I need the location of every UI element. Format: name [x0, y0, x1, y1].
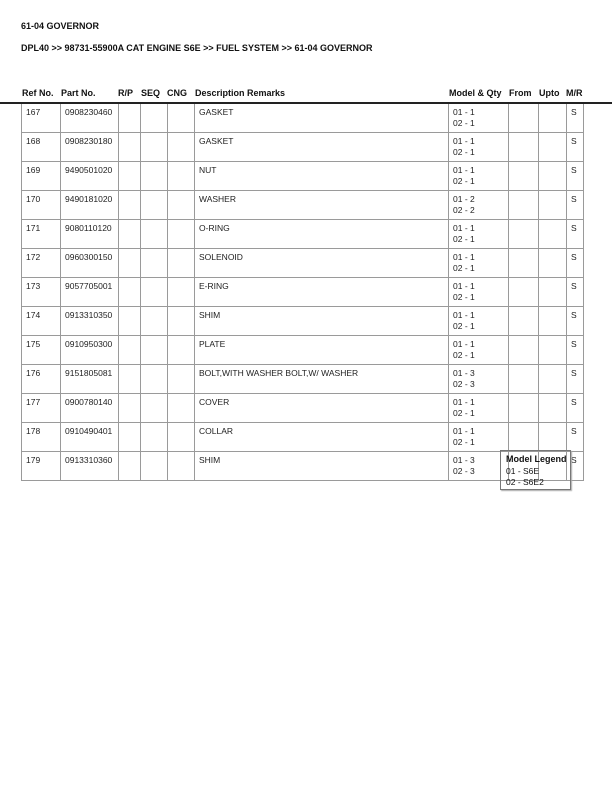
- rp-cell: [119, 191, 141, 220]
- model-qty-cell: [449, 336, 509, 365]
- part-no-cell: 0908230180: [61, 133, 119, 162]
- cng-cell: [168, 452, 195, 481]
- ref-no-cell: 170: [22, 191, 61, 220]
- model-qty-line: 02 - 2: [453, 205, 475, 215]
- cng-cell: [168, 365, 195, 394]
- ref-no-cell: 168: [22, 133, 61, 162]
- part-no-cell: 9490501020: [61, 162, 119, 191]
- cng-cell: [168, 220, 195, 249]
- model-qty-cell: [449, 249, 509, 278]
- table-row: [22, 394, 584, 423]
- mr-cell: S: [567, 220, 584, 249]
- part-no-cell: 0910950300: [61, 336, 119, 365]
- table-row: [22, 249, 584, 278]
- model-qty-line: 02 - 1: [453, 263, 475, 273]
- description-cell: BOLT,WITH WASHER BOLT,W/ WASHER: [195, 365, 449, 394]
- parts-table: [21, 104, 584, 481]
- from-cell: [509, 104, 539, 133]
- upto-cell: [539, 220, 567, 249]
- part-no-cell: 0913310360: [61, 452, 119, 481]
- from-cell: [509, 191, 539, 220]
- cng-cell: [168, 104, 195, 133]
- mr-cell: S: [567, 452, 584, 481]
- rp-cell: [119, 278, 141, 307]
- header-mr: M/R: [566, 88, 583, 98]
- table-row: [22, 307, 584, 336]
- mr-cell: S: [567, 104, 584, 133]
- model-qty-line: 02 - 1: [453, 176, 475, 186]
- table-row: [22, 133, 584, 162]
- model-qty-line: 01 - 3: [453, 455, 475, 465]
- seq-cell: [141, 307, 168, 336]
- description-cell: SHIM: [195, 307, 449, 336]
- description-cell: NUT: [195, 162, 449, 191]
- mr-cell: S: [567, 365, 584, 394]
- model-qty-cell: [449, 307, 509, 336]
- cng-cell: [168, 307, 195, 336]
- rp-cell: [119, 133, 141, 162]
- ref-no-cell: 167: [22, 104, 61, 133]
- description-cell: COLLAR: [195, 423, 449, 452]
- model-qty-line: 02 - 1: [453, 147, 475, 157]
- part-no-cell: 0908230460: [61, 104, 119, 133]
- upto-cell: [539, 307, 567, 336]
- model-qty-line: 01 - 1: [453, 136, 475, 146]
- from-cell: [509, 336, 539, 365]
- table-row: [22, 336, 584, 365]
- upto-cell: [539, 104, 567, 133]
- seq-cell: [141, 452, 168, 481]
- seq-cell: [141, 394, 168, 423]
- upto-cell: [539, 394, 567, 423]
- upto-cell: [539, 191, 567, 220]
- model-qty-cell: [449, 278, 509, 307]
- table-row: [22, 220, 584, 249]
- model-qty-line: 02 - 1: [453, 234, 475, 244]
- rp-cell: [119, 220, 141, 249]
- mr-cell: S: [567, 423, 584, 452]
- model-qty-cell: [449, 365, 509, 394]
- header-upto: Upto: [539, 88, 560, 98]
- description-cell: SHIM: [195, 452, 449, 481]
- model-qty-line: 01 - 3: [453, 368, 475, 378]
- upto-cell: [539, 162, 567, 191]
- model-qty-cell: [449, 423, 509, 452]
- part-no-cell: 0900780140: [61, 394, 119, 423]
- header-rp: R/P: [118, 88, 134, 98]
- cng-cell: [168, 162, 195, 191]
- from-cell: [509, 365, 539, 394]
- part-no-cell: 0960300150: [61, 249, 119, 278]
- breadcrumb: DPL40 >> 98731-55900A CAT ENGINE S6E >> FUEL SYSTEM >> 61-04 GOVERNOR: [21, 43, 373, 53]
- from-cell: [509, 307, 539, 336]
- ref-no-cell: 173: [22, 278, 61, 307]
- part-no-cell: 9151805081: [61, 365, 119, 394]
- seq-cell: [141, 133, 168, 162]
- ref-no-cell: 178: [22, 423, 61, 452]
- seq-cell: [141, 191, 168, 220]
- from-cell: [509, 220, 539, 249]
- seq-cell: [141, 336, 168, 365]
- mr-cell: S: [567, 191, 584, 220]
- header-seq: SEQ: [141, 88, 161, 98]
- model-qty-line: 02 - 1: [453, 350, 475, 360]
- ref-no-cell: 175: [22, 336, 61, 365]
- cng-cell: [168, 133, 195, 162]
- header-part-no: Part No.: [61, 88, 96, 98]
- cng-cell: [168, 336, 195, 365]
- from-cell: [509, 423, 539, 452]
- model-qty-line: 01 - 1: [453, 281, 475, 291]
- model-qty-line: 01 - 1: [453, 426, 475, 436]
- part-no-cell: 0913310350: [61, 307, 119, 336]
- ref-no-cell: 179: [22, 452, 61, 481]
- part-no-cell: 9490181020: [61, 191, 119, 220]
- mr-cell: S: [567, 307, 584, 336]
- header-model-qty: Model & Qty: [449, 88, 502, 98]
- part-no-cell: 9080110120: [61, 220, 119, 249]
- seq-cell: [141, 162, 168, 191]
- part-no-cell: 9057705001: [61, 278, 119, 307]
- description-cell: GASKET: [195, 133, 449, 162]
- table-row: [22, 423, 584, 452]
- model-qty-line: 02 - 3: [453, 379, 475, 389]
- description-cell: O-RING: [195, 220, 449, 249]
- from-cell: [509, 394, 539, 423]
- ref-no-cell: 176: [22, 365, 61, 394]
- upto-cell: [539, 249, 567, 278]
- table-row: [22, 162, 584, 191]
- model-qty-cell: [449, 191, 509, 220]
- table-row: [22, 365, 584, 394]
- model-legend-title: Model Legend: [506, 454, 567, 464]
- rp-cell: [119, 336, 141, 365]
- model-legend-item: 02 - S6E2: [506, 477, 544, 487]
- ref-no-cell: 171: [22, 220, 61, 249]
- description-cell: PLATE: [195, 336, 449, 365]
- header-cng: CNG: [167, 88, 187, 98]
- rp-cell: [119, 104, 141, 133]
- table-row: [22, 278, 584, 307]
- page-title: 61-04 GOVERNOR: [21, 21, 100, 31]
- mr-cell: S: [567, 336, 584, 365]
- model-qty-cell: [449, 220, 509, 249]
- model-qty-line: 01 - 1: [453, 310, 475, 320]
- seq-cell: [141, 423, 168, 452]
- table-row: [22, 191, 584, 220]
- header-from: From: [509, 88, 532, 98]
- model-qty-line: 01 - 1: [453, 339, 475, 349]
- model-qty-cell: [449, 394, 509, 423]
- model-qty-cell: [449, 162, 509, 191]
- model-legend: [500, 450, 571, 490]
- rp-cell: [119, 423, 141, 452]
- seq-cell: [141, 220, 168, 249]
- model-qty-cell: [449, 104, 509, 133]
- cng-cell: [168, 394, 195, 423]
- description-cell: SOLENOID: [195, 249, 449, 278]
- model-qty-line: 02 - 1: [453, 292, 475, 302]
- table-row: [22, 104, 584, 133]
- from-cell: [509, 249, 539, 278]
- upto-cell: [539, 336, 567, 365]
- header-ref-no: Ref No.: [22, 88, 54, 98]
- model-legend-item: 01 - S6E: [506, 466, 540, 476]
- description-cell: GASKET: [195, 104, 449, 133]
- ref-no-cell: 172: [22, 249, 61, 278]
- upto-cell: [539, 423, 567, 452]
- seq-cell: [141, 249, 168, 278]
- part-no-cell: 0910490401: [61, 423, 119, 452]
- rp-cell: [119, 394, 141, 423]
- seq-cell: [141, 365, 168, 394]
- model-qty-line: 01 - 1: [453, 165, 475, 175]
- header-description: Description Remarks: [195, 88, 286, 98]
- cng-cell: [168, 249, 195, 278]
- upto-cell: [539, 133, 567, 162]
- model-qty-cell: [449, 133, 509, 162]
- cng-cell: [168, 191, 195, 220]
- model-qty-line: 01 - 2: [453, 194, 475, 204]
- model-qty-line: 01 - 1: [453, 107, 475, 117]
- rp-cell: [119, 365, 141, 394]
- cng-cell: [168, 278, 195, 307]
- description-cell: COVER: [195, 394, 449, 423]
- from-cell: [509, 133, 539, 162]
- model-qty-line: 02 - 1: [453, 321, 475, 331]
- mr-cell: S: [567, 133, 584, 162]
- upto-cell: [539, 278, 567, 307]
- from-cell: [509, 162, 539, 191]
- description-cell: E-RING: [195, 278, 449, 307]
- ref-no-cell: 174: [22, 307, 61, 336]
- rp-cell: [119, 307, 141, 336]
- ref-no-cell: 169: [22, 162, 61, 191]
- model-qty-line: 02 - 1: [453, 118, 475, 128]
- mr-cell: S: [567, 249, 584, 278]
- seq-cell: [141, 278, 168, 307]
- from-cell: [509, 278, 539, 307]
- model-qty-line: 01 - 1: [453, 397, 475, 407]
- mr-cell: S: [567, 162, 584, 191]
- rp-cell: [119, 249, 141, 278]
- description-cell: WASHER: [195, 191, 449, 220]
- model-qty-line: 02 - 3: [453, 466, 475, 476]
- upto-cell: [539, 365, 567, 394]
- model-qty-line: 01 - 1: [453, 223, 475, 233]
- rp-cell: [119, 162, 141, 191]
- model-qty-line: 02 - 1: [453, 408, 475, 418]
- model-qty-line: 01 - 1: [453, 252, 475, 262]
- ref-no-cell: 177: [22, 394, 61, 423]
- rp-cell: [119, 452, 141, 481]
- mr-cell: S: [567, 278, 584, 307]
- mr-cell: S: [567, 394, 584, 423]
- cng-cell: [168, 423, 195, 452]
- seq-cell: [141, 104, 168, 133]
- model-qty-line: 02 - 1: [453, 437, 475, 447]
